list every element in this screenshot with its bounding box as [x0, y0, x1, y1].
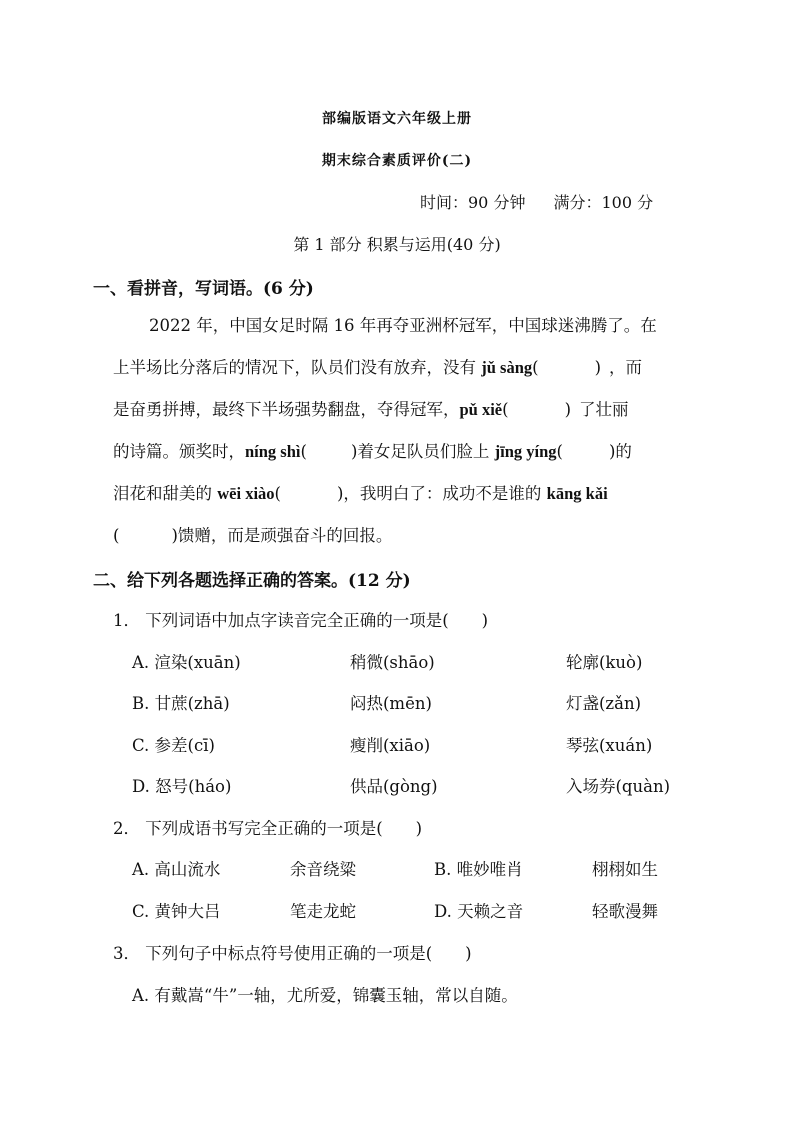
q2-option-d[interactable]: D. 天赖之音 — [434, 902, 524, 921]
question-3-stem: 3． 下列句子中标点符号使用正确的一项是( ) — [113, 944, 472, 963]
q2-option-c-word: 笔走龙蛇 — [290, 902, 356, 921]
q1-option-b-word: 闷热(mēn) — [350, 694, 432, 713]
q1-option-d-word: 入场券(quàn) — [566, 777, 671, 796]
pinyin: jīng yíng — [494, 442, 557, 461]
passage-line: ( )馈赠，而是顽强奋斗的回报。 — [113, 526, 393, 545]
q1-option-d[interactable]: D. 怒号(háo) — [132, 777, 232, 796]
passage-line: 2022 年，中国女足时隔 16 年再夺亚洲杯冠军，中国球迷沸腾了。在 — [149, 316, 657, 335]
q2-option-c[interactable]: C. 黄钟大吕 — [132, 902, 221, 921]
passage-line: 泪花和甜美的 wēi xiào( )，我明白了：成功不是谁的 kāng kǎi — [113, 484, 608, 503]
exam-info — [420, 190, 653, 213]
section1-passage — [113, 305, 703, 557]
pinyin: jǔ sàng — [481, 358, 533, 377]
passage-line: 上半场比分落后的情况下，队员们没有放弃，没有 jǔ sàng( ) ，而 — [113, 358, 643, 377]
q2-option-b-word: 栩栩如生 — [592, 860, 658, 879]
q1-option-b-word: 灯盏(zǎn) — [566, 694, 642, 713]
pinyin: kāng kǎi — [546, 484, 608, 503]
exam-subtitle: 期末综合素质评价(二) — [321, 153, 473, 169]
q2-option-b[interactable]: B. 唯妙唯肖 — [434, 860, 523, 879]
q2-option-a[interactable]: A. 高山流水 — [132, 860, 221, 879]
q1-option-d-word: 供品(gòng) — [350, 777, 438, 796]
pinyin: pǔ xiě — [459, 400, 503, 419]
pinyin: wēi xiào — [217, 484, 275, 503]
q3-option-a[interactable]: A. 有戴嵩“牛”一轴，尤所爱，锦囊玉轴，常以自随。 — [132, 986, 518, 1005]
exam-time: 时间：90 分钟 — [420, 193, 526, 212]
pinyin: níng shì — [245, 442, 301, 461]
q1-option-c-word: 瘦削(xiāo) — [350, 736, 431, 755]
q1-option-a-word: 轮廓(kuò) — [566, 653, 643, 672]
passage-line: 的诗篇。颁奖时，níng shì( )着女足队员们脸上 jīng yíng( )的 — [113, 442, 632, 461]
passage-line: 是奋勇拼搏，最终下半场强势翻盘，夺得冠军，pǔ xiě( ) 了壮丽 — [113, 400, 629, 419]
q1-option-a[interactable]: A. 渲染(xuān) — [132, 653, 241, 672]
q2-option-a-word: 余音绕粱 — [290, 860, 356, 879]
q1-option-c-word: 琴弦(xuán) — [566, 736, 653, 755]
question-1-stem: 1． 下列词语中加点字读音完全正确的一项是( ) — [113, 611, 489, 630]
q1-option-b[interactable]: B. 甘蔗(zhā) — [132, 694, 230, 713]
question-2-stem: 2． 下列成语书写完全正确的一项是( ) — [113, 819, 423, 838]
q1-option-c[interactable]: C. 参差(cī) — [132, 736, 215, 755]
q1-option-a-word: 稍微(shāo) — [350, 653, 435, 672]
exam-score: 满分：100 分 — [553, 193, 654, 212]
part-heading: 第 1 部分 积累与运用(40 分) — [293, 235, 501, 254]
section1-heading: 一、看拼音，写词语。(6 分) — [93, 279, 314, 299]
document-title: 部编版语文六年级上册 — [322, 111, 472, 127]
section2-heading: 二、给下列各题选择正确的答案。(12 分) — [93, 571, 411, 591]
q2-option-d-word: 轻歌漫舞 — [592, 902, 658, 921]
